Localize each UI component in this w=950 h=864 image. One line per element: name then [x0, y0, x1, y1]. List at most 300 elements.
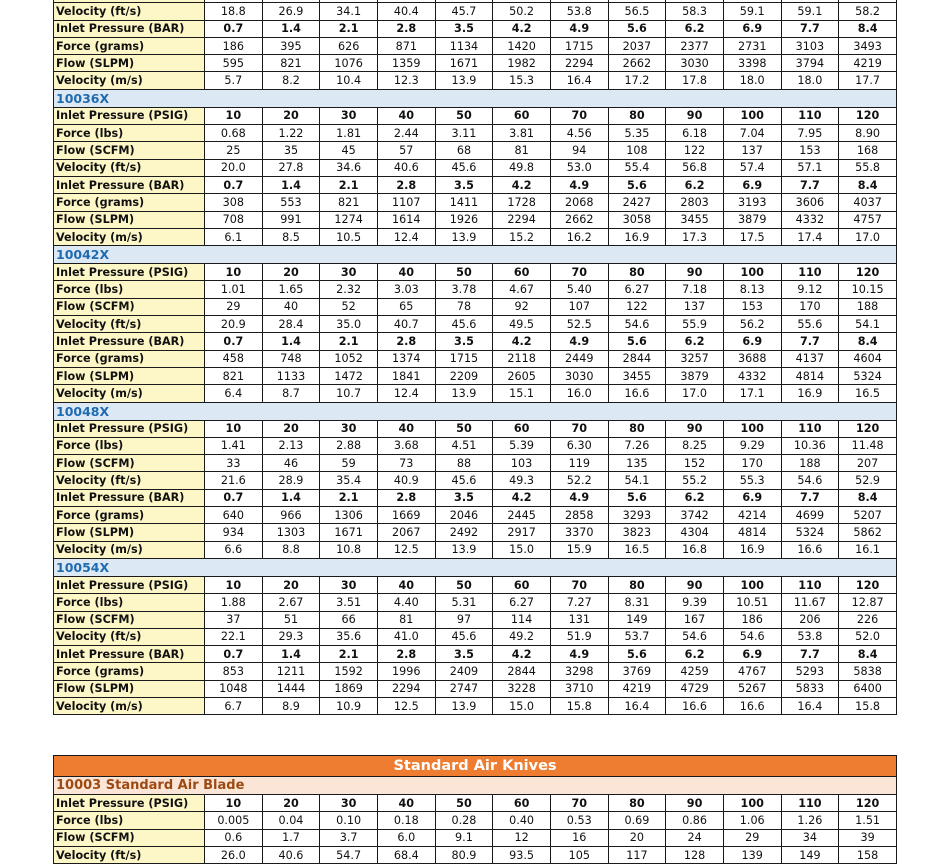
cell: 107 [550, 298, 608, 315]
cell: 18.0 [781, 72, 839, 89]
cell: 90 [666, 107, 724, 124]
cell: 30 [320, 576, 378, 593]
cell: 13.9 [435, 385, 493, 402]
cell: 3.68 [377, 437, 435, 454]
cell: 708 [205, 211, 263, 228]
cell: 80 [608, 795, 666, 812]
cell: 52.0 [839, 628, 897, 645]
cell: 41.0 [377, 628, 435, 645]
cell: 45.6 [435, 159, 493, 176]
cell: 6.4 [205, 385, 263, 402]
cell: 6.6 [205, 541, 263, 558]
cell: 110 [781, 264, 839, 281]
velocity-fts-row [54, 316, 897, 333]
cell: 871 [377, 37, 435, 54]
cell: 45.7 [435, 3, 493, 20]
cell: 10.15 [839, 281, 897, 298]
cell: 59.1 [781, 3, 839, 20]
cell: 10.9 [320, 697, 378, 714]
cell: 0.7 [205, 20, 263, 37]
cell: 3293 [608, 507, 666, 524]
model-name: 10042X [54, 246, 897, 264]
cell: 2.8 [377, 646, 435, 663]
row-label: Inlet Pressure (PSIG) [54, 576, 205, 593]
cell: 70 [550, 795, 608, 812]
cell: 35 [262, 142, 320, 159]
cell: 3.03 [377, 281, 435, 298]
cell: 17.0 [839, 228, 897, 245]
cell: 15.3 [493, 72, 551, 89]
cell: 2067 [377, 524, 435, 541]
cell: 853 [205, 663, 263, 680]
cell: 8.2 [262, 72, 320, 89]
standard-subtitle: 10003 Standard Air Blade [54, 777, 897, 795]
cell: 3769 [608, 663, 666, 680]
cell: 21.6 [205, 472, 263, 489]
cell: 10 [205, 420, 263, 437]
cell: 55.8 [839, 159, 897, 176]
velocity-ms-row [54, 228, 897, 245]
inlet-pressure-bar-row [54, 20, 897, 37]
cell: 8.13 [723, 281, 781, 298]
cell: 56.2 [723, 316, 781, 333]
cell: 5207 [839, 507, 897, 524]
standard-title: Standard Air Knives [54, 756, 897, 777]
cell: 52.9 [839, 472, 897, 489]
cell: 0.10 [320, 812, 378, 829]
cell: 553 [262, 194, 320, 211]
cell: 26.9 [262, 3, 320, 20]
cell: 0.7 [205, 333, 263, 350]
cell: 168 [839, 142, 897, 159]
cell: 966 [262, 507, 320, 524]
model-name: 10036X [54, 89, 897, 107]
cell: 20.0 [205, 159, 263, 176]
cell: 4137 [781, 350, 839, 367]
cell: 1728 [493, 194, 551, 211]
cell: 29.3 [262, 628, 320, 645]
cell: 1.65 [262, 281, 320, 298]
cell: 5838 [839, 663, 897, 680]
cell: 7.26 [608, 437, 666, 454]
cell: 1076 [320, 55, 378, 72]
cell: 65 [377, 298, 435, 315]
cell: 10.8 [320, 541, 378, 558]
cell: 9.1 [435, 829, 493, 846]
cell: 4037 [839, 194, 897, 211]
cell: 28.9 [262, 472, 320, 489]
cell: 51 [262, 611, 320, 628]
row-label: Force (grams) [54, 507, 205, 524]
standard-air-knives-table [53, 755, 897, 864]
cell: 1.01 [205, 281, 263, 298]
cell: 0.18 [377, 812, 435, 829]
cell: 6.30 [550, 437, 608, 454]
cell: 57.1 [781, 159, 839, 176]
cell: 3.81 [493, 125, 551, 142]
cell: 6.7 [205, 697, 263, 714]
cell: 16.6 [723, 697, 781, 714]
cell: 70 [550, 420, 608, 437]
cell: 6.0 [377, 829, 435, 846]
cell: 16.4 [608, 697, 666, 714]
cell: 90 [666, 420, 724, 437]
cell: 748 [262, 350, 320, 367]
cell: 55.3 [723, 472, 781, 489]
row-label: Velocity (ft/s) [54, 159, 205, 176]
cell: 4332 [781, 211, 839, 228]
cell: 3.5 [435, 489, 493, 506]
row-label: Force (lbs) [54, 125, 205, 142]
cell: 15.0 [493, 541, 551, 558]
cell: 16 [550, 829, 608, 846]
cell: 88 [435, 455, 493, 472]
inlet-pressure-psig-row [54, 420, 897, 437]
inlet-pressure-psig-row [54, 107, 897, 124]
cell: 6.27 [493, 594, 551, 611]
force-grams-row [54, 194, 897, 211]
cell: 7.27 [550, 594, 608, 611]
cell: 2409 [435, 663, 493, 680]
cell: 5862 [839, 524, 897, 541]
cell: 7.95 [781, 125, 839, 142]
velocity-fts-row [54, 3, 897, 20]
cell: 1715 [550, 37, 608, 54]
cell: 58.2 [839, 3, 897, 20]
cell: 20 [262, 107, 320, 124]
cell: 40 [377, 264, 435, 281]
velocity-ms-row [54, 72, 897, 89]
cell: 24 [666, 829, 724, 846]
cell: 0.7 [205, 176, 263, 193]
cell: 56.8 [666, 159, 724, 176]
cell: 1592 [320, 663, 378, 680]
cell: 2.88 [320, 437, 378, 454]
cell: 7.7 [781, 176, 839, 193]
cell: 68 [435, 142, 493, 159]
cell: 2.1 [320, 333, 378, 350]
cell: 78 [435, 298, 493, 315]
cell: 3.5 [435, 333, 493, 350]
cell: 17.8 [666, 72, 724, 89]
cell: 20 [262, 795, 320, 812]
cell: 1.26 [781, 812, 839, 829]
cell: 153 [723, 298, 781, 315]
inlet-pressure-bar-row [54, 489, 897, 506]
row-label: Velocity (ft/s) [54, 316, 205, 333]
cell: 3879 [666, 367, 724, 384]
cell: 4304 [666, 524, 724, 541]
cell: 35.6 [320, 628, 378, 645]
cell: 15.2 [493, 228, 551, 245]
velocity-fts-row [54, 846, 897, 863]
cell: 2.44 [377, 125, 435, 142]
row-label: Force (grams) [54, 663, 205, 680]
cell: 2427 [608, 194, 666, 211]
cell: 821 [262, 55, 320, 72]
cell: 1.4 [262, 20, 320, 37]
cell: 49.3 [493, 472, 551, 489]
cell: 108 [608, 142, 666, 159]
cell: 40.6 [262, 846, 320, 863]
cell: 9.29 [723, 437, 781, 454]
cell: 1926 [435, 211, 493, 228]
cell: 11.67 [781, 594, 839, 611]
cell: 13.9 [435, 697, 493, 714]
cell: 16.9 [608, 228, 666, 245]
row-label: Inlet Pressure (PSIG) [54, 107, 205, 124]
cell: 6.2 [666, 176, 724, 193]
cell: 3710 [550, 680, 608, 697]
row-label: Flow (SLPM) [54, 367, 205, 384]
velocity-ms-row [54, 697, 897, 714]
cell: 12.87 [839, 594, 897, 611]
flow-scfm-row [54, 829, 897, 846]
row-label: Velocity (ft/s) [54, 472, 205, 489]
cell: 7.7 [781, 20, 839, 37]
cell: 12.4 [377, 228, 435, 245]
inlet-pressure-psig-row [54, 264, 897, 281]
cell: 6.9 [723, 489, 781, 506]
force-lbs-row [54, 812, 897, 829]
cell: 120 [839, 264, 897, 281]
cell: 6.9 [723, 176, 781, 193]
cell: 3.5 [435, 646, 493, 663]
cell: 4.2 [493, 333, 551, 350]
cell: 821 [205, 367, 263, 384]
cell: 5.6 [608, 489, 666, 506]
cell: 90 [666, 795, 724, 812]
cell: 40.7 [377, 316, 435, 333]
cell: 3.51 [320, 594, 378, 611]
cell: 3298 [550, 663, 608, 680]
cell: 2449 [550, 350, 608, 367]
cell: 170 [723, 455, 781, 472]
row-label: Velocity (m/s) [54, 72, 205, 89]
velocity-fts-row [54, 628, 897, 645]
force-lbs-row [54, 594, 897, 611]
cell: 2.32 [320, 281, 378, 298]
cell: 1.51 [839, 812, 897, 829]
cell: 5.6 [608, 176, 666, 193]
cell: 7.7 [781, 489, 839, 506]
cell: 395 [262, 37, 320, 54]
cell: 4.2 [493, 176, 551, 193]
cell: 59 [320, 455, 378, 472]
row-label: Flow (SLPM) [54, 524, 205, 541]
row-label: Velocity (ft/s) [54, 628, 205, 645]
cell: 54.1 [608, 472, 666, 489]
cell: 16.6 [608, 385, 666, 402]
cell: 4219 [608, 680, 666, 697]
cell: 73 [377, 455, 435, 472]
cell: 53.7 [608, 628, 666, 645]
cell: 4699 [781, 507, 839, 524]
cell: 3030 [550, 367, 608, 384]
cell: 70 [550, 107, 608, 124]
cell: 54.6 [781, 472, 839, 489]
cell: 100 [723, 576, 781, 593]
cell: 5.39 [493, 437, 551, 454]
cell: 131 [550, 611, 608, 628]
cell: 0.6 [205, 829, 263, 846]
cell: 20 [262, 420, 320, 437]
cell: 5.6 [608, 333, 666, 350]
cell: 70 [550, 264, 608, 281]
row-label: Inlet Pressure (BAR) [54, 646, 205, 663]
row-label: Inlet Pressure (PSIG) [54, 264, 205, 281]
cell: 100 [723, 795, 781, 812]
cell: 3493 [839, 37, 897, 54]
cell: 68.4 [377, 846, 435, 863]
cell: 30 [320, 795, 378, 812]
cell: 1411 [435, 194, 493, 211]
cell: 7.04 [723, 125, 781, 142]
cell: 6.2 [666, 646, 724, 663]
row-label: Flow (SLPM) [54, 680, 205, 697]
cell: 2492 [435, 524, 493, 541]
row-label: Force (lbs) [54, 281, 205, 298]
cell: 4.51 [435, 437, 493, 454]
cell: 49.5 [493, 316, 551, 333]
cell: 1.06 [723, 812, 781, 829]
cell: 1472 [320, 367, 378, 384]
cell: 8.7 [262, 385, 320, 402]
cell: 97 [435, 611, 493, 628]
model-header-row [54, 558, 897, 576]
cell: 2068 [550, 194, 608, 211]
cell: 54.1 [839, 316, 897, 333]
force-lbs-row [54, 437, 897, 454]
cell: 40 [377, 795, 435, 812]
cell: 17.7 [839, 72, 897, 89]
cell: 0.69 [608, 812, 666, 829]
flow-scfm-row [54, 455, 897, 472]
cell: 640 [205, 507, 263, 524]
cell: 80.9 [435, 846, 493, 863]
velocity-fts-row [54, 472, 897, 489]
cell: 186 [205, 37, 263, 54]
cell: 3688 [723, 350, 781, 367]
velocity-ms-row [54, 385, 897, 402]
cell: 54.7 [320, 846, 378, 863]
cell: 16.9 [781, 385, 839, 402]
cell: 100 [723, 107, 781, 124]
cell: 3455 [608, 367, 666, 384]
cell: 1.4 [262, 489, 320, 506]
cell: 7.7 [781, 333, 839, 350]
cell: 2844 [608, 350, 666, 367]
cell: 1.88 [205, 594, 263, 611]
cell: 5.7 [205, 72, 263, 89]
cell: 55.2 [666, 472, 724, 489]
cell: 10 [205, 107, 263, 124]
cell: 45.6 [435, 472, 493, 489]
cell: 39 [839, 829, 897, 846]
inlet-pressure-psig-row [54, 795, 897, 812]
cell: 3.7 [320, 829, 378, 846]
cell: 4.2 [493, 489, 551, 506]
flow-scfm-row [54, 298, 897, 315]
cell: 10.4 [320, 72, 378, 89]
cell: 595 [205, 55, 263, 72]
cell: 60 [493, 264, 551, 281]
cell: 20 [262, 576, 320, 593]
cell: 4.9 [550, 333, 608, 350]
cell: 12.3 [377, 72, 435, 89]
cell: 30 [320, 264, 378, 281]
cell: 40 [377, 576, 435, 593]
cell: 34.1 [320, 3, 378, 20]
cell: 206 [781, 611, 839, 628]
cell: 6.18 [666, 125, 724, 142]
cell: 4.56 [550, 125, 608, 142]
cell: 10 [205, 576, 263, 593]
cell: 2.8 [377, 333, 435, 350]
cell: 8.4 [839, 20, 897, 37]
cell: 80 [608, 420, 666, 437]
model-header-row [54, 89, 897, 107]
cell: 8.90 [839, 125, 897, 142]
cell: 1420 [493, 37, 551, 54]
cell: 18.8 [205, 3, 263, 20]
cell: 3.11 [435, 125, 493, 142]
cell: 40 [377, 420, 435, 437]
cell: 2.8 [377, 489, 435, 506]
cell: 15.8 [839, 697, 897, 714]
cell: 13.9 [435, 541, 493, 558]
cell: 54.6 [723, 628, 781, 645]
cell: 110 [781, 795, 839, 812]
cell: 4.2 [493, 20, 551, 37]
cell: 20 [262, 264, 320, 281]
cell: 188 [781, 455, 839, 472]
inlet-pressure-bar-row [54, 333, 897, 350]
cell: 1303 [262, 524, 320, 541]
cell: 28.4 [262, 316, 320, 333]
cell: 0.40 [493, 812, 551, 829]
cell: 90 [666, 264, 724, 281]
cell: 40.6 [377, 159, 435, 176]
cell: 226 [839, 611, 897, 628]
row-label: Velocity (m/s) [54, 385, 205, 402]
cell: 1211 [262, 663, 320, 680]
cell: 934 [205, 524, 263, 541]
cell: 60 [493, 576, 551, 593]
cell: 5267 [723, 680, 781, 697]
cell: 3742 [666, 507, 724, 524]
cell: 15.1 [493, 385, 551, 402]
cell: 207 [839, 455, 897, 472]
cell: 16.5 [839, 385, 897, 402]
cell: 1359 [377, 55, 435, 72]
force-grams-row [54, 37, 897, 54]
cell: 94 [550, 142, 608, 159]
cell: 15.0 [493, 697, 551, 714]
row-label: Flow (SLPM) [54, 55, 205, 72]
cell: 1.4 [262, 333, 320, 350]
cell: 100 [723, 264, 781, 281]
cell: 3193 [723, 194, 781, 211]
cell: 17.2 [608, 72, 666, 89]
cell: 52.2 [550, 472, 608, 489]
cell: 3370 [550, 524, 608, 541]
cell: 11.48 [839, 437, 897, 454]
cell: 0.53 [550, 812, 608, 829]
cell: 25 [205, 142, 263, 159]
cell: 117 [608, 846, 666, 863]
cell: 8.5 [262, 228, 320, 245]
